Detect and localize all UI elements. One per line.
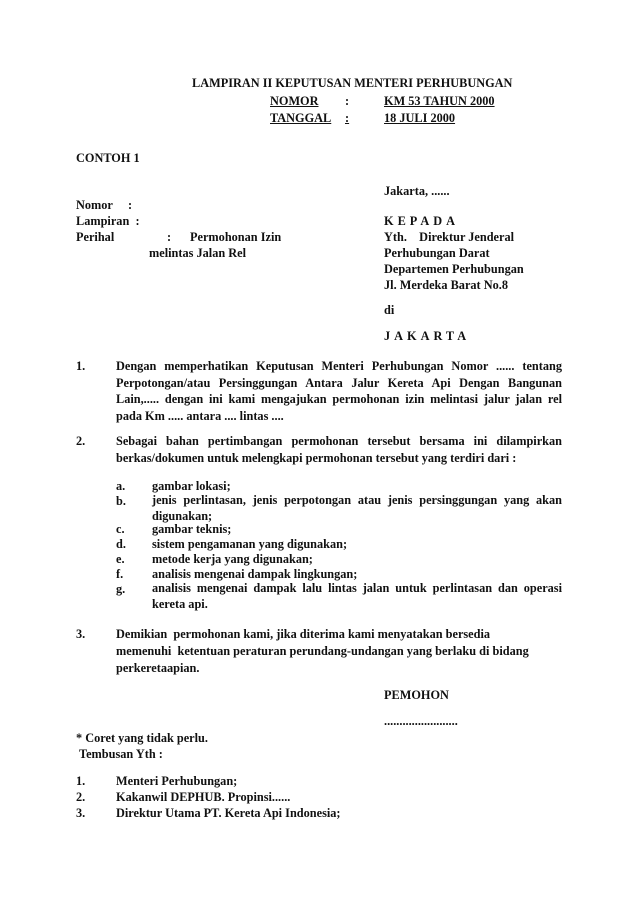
cc-item: Menteri Perhubungan; <box>116 774 238 788</box>
nomor-colon: : <box>345 94 350 108</box>
attachment-letter: c. <box>116 522 125 536</box>
tanggal-colon: : <box>345 111 350 125</box>
cc-label: Tembusan Yth : <box>79 747 163 761</box>
attachment-item: jenis perlintasan, jenis perpotongan atau jenis persinggungan yang akan digunakan; <box>152 493 562 523</box>
footnote: * Coret yang tidak perlu. <box>76 731 208 745</box>
attachment-item: gambar lokasi; <box>152 479 231 493</box>
attachment-letter: b. <box>116 494 126 508</box>
tanggal-value: 18 JULI 2000 <box>384 111 456 125</box>
nomor-label: NOMOR <box>270 94 319 108</box>
cc-number: 1. <box>76 774 86 788</box>
cc-item: Direktur Utama PT. Kereta Api Indonesia; <box>116 806 341 820</box>
paragraph-1-text: Dengan memperhatikan Keputusan Menteri Perhubungan Nomor ...... tentang Perpotongan/atau Persinggungan Antara Jalur Kereta Api Dengan Bangunan Lain,..... dengan ini kami mengajukan permohonan izin melintasi jalur jalan rel pada Km ..... antara .... lintas .... <box>116 359 562 423</box>
paragraph-3-line-3: perkeretaapian. <box>116 661 200 675</box>
recipient-line-4: Jl. Merdeka Barat No.8 <box>384 278 508 292</box>
nomor-field: Nomor : <box>76 198 133 212</box>
cc-number: 2. <box>76 790 86 804</box>
signature-label: PEMOHON <box>384 688 449 702</box>
perihal-label: Perihal <box>76 230 115 244</box>
attachment-item: analisis mengenai dampak lingkungan; <box>152 567 358 581</box>
tanggal-label: TANGGAL <box>270 111 332 125</box>
attachment-letter: f. <box>116 567 124 581</box>
attachment-item: analisis mengenai dampak lalu lintas jalan untuk perlintasan dan operasi kereta api. <box>152 581 562 611</box>
attachment-letter: d. <box>116 537 126 551</box>
perihal-line-2: melintas Jalan Rel <box>149 246 247 260</box>
paragraph-3-line-1: Demikian permohonan kami, jika diterima kami menyatakan bersedia <box>116 627 491 641</box>
cc-number: 3. <box>76 806 86 820</box>
perihal-colon: : <box>167 230 172 244</box>
recipient-di: di <box>384 303 395 317</box>
recipient-line-1: Yth. Direktur Jenderal <box>384 230 515 244</box>
paragraph-3-line-2: memenuhi ketentuan peraturan perundang-undangan yang berlaku di bidang <box>116 644 529 658</box>
attachment-item: gambar teknis; <box>152 522 232 536</box>
paragraph-2-text: Sebagai bahan pertimbangan permohonan tersebut bersama ini dilampirkan berkas/dokumen untuk melengkapi permohonan tersebut yang terdiri dari : <box>116 434 562 465</box>
attachment-letter: e. <box>116 552 125 566</box>
city-date: Jakarta, ...... <box>384 184 450 198</box>
recipient-line-3: Departemen Perhubungan <box>384 262 524 276</box>
perihal-line-1: Permohonan Izin <box>190 230 282 244</box>
kepada-label: KEPADA <box>384 214 460 228</box>
attachment-letter: g. <box>116 582 126 596</box>
paragraph-3-number: 3. <box>76 627 86 641</box>
cc-item: Kakanwil DEPHUB. Propinsi...... <box>116 790 291 804</box>
attachment-item: sistem pengamanan yang digunakan; <box>152 537 348 551</box>
attachment-letter: a. <box>116 479 126 493</box>
lampiran-field: Lampiran : <box>76 214 140 228</box>
nomor-value: KM 53 TAHUN 2000 <box>384 94 495 108</box>
recipient-line-2: Perhubungan Darat <box>384 246 490 260</box>
attachment-item: metode kerja yang digunakan; <box>152 552 313 566</box>
paragraph-1-number: 1. <box>76 359 86 373</box>
example-label: CONTOH 1 <box>76 151 140 165</box>
recipient-city: JAKARTA <box>384 329 471 343</box>
signature-line: ........................ <box>384 714 458 728</box>
paragraph-2-number: 2. <box>76 434 86 448</box>
decree-title: LAMPIRAN II KEPUTUSAN MENTERI PERHUBUNGAN <box>192 76 513 90</box>
